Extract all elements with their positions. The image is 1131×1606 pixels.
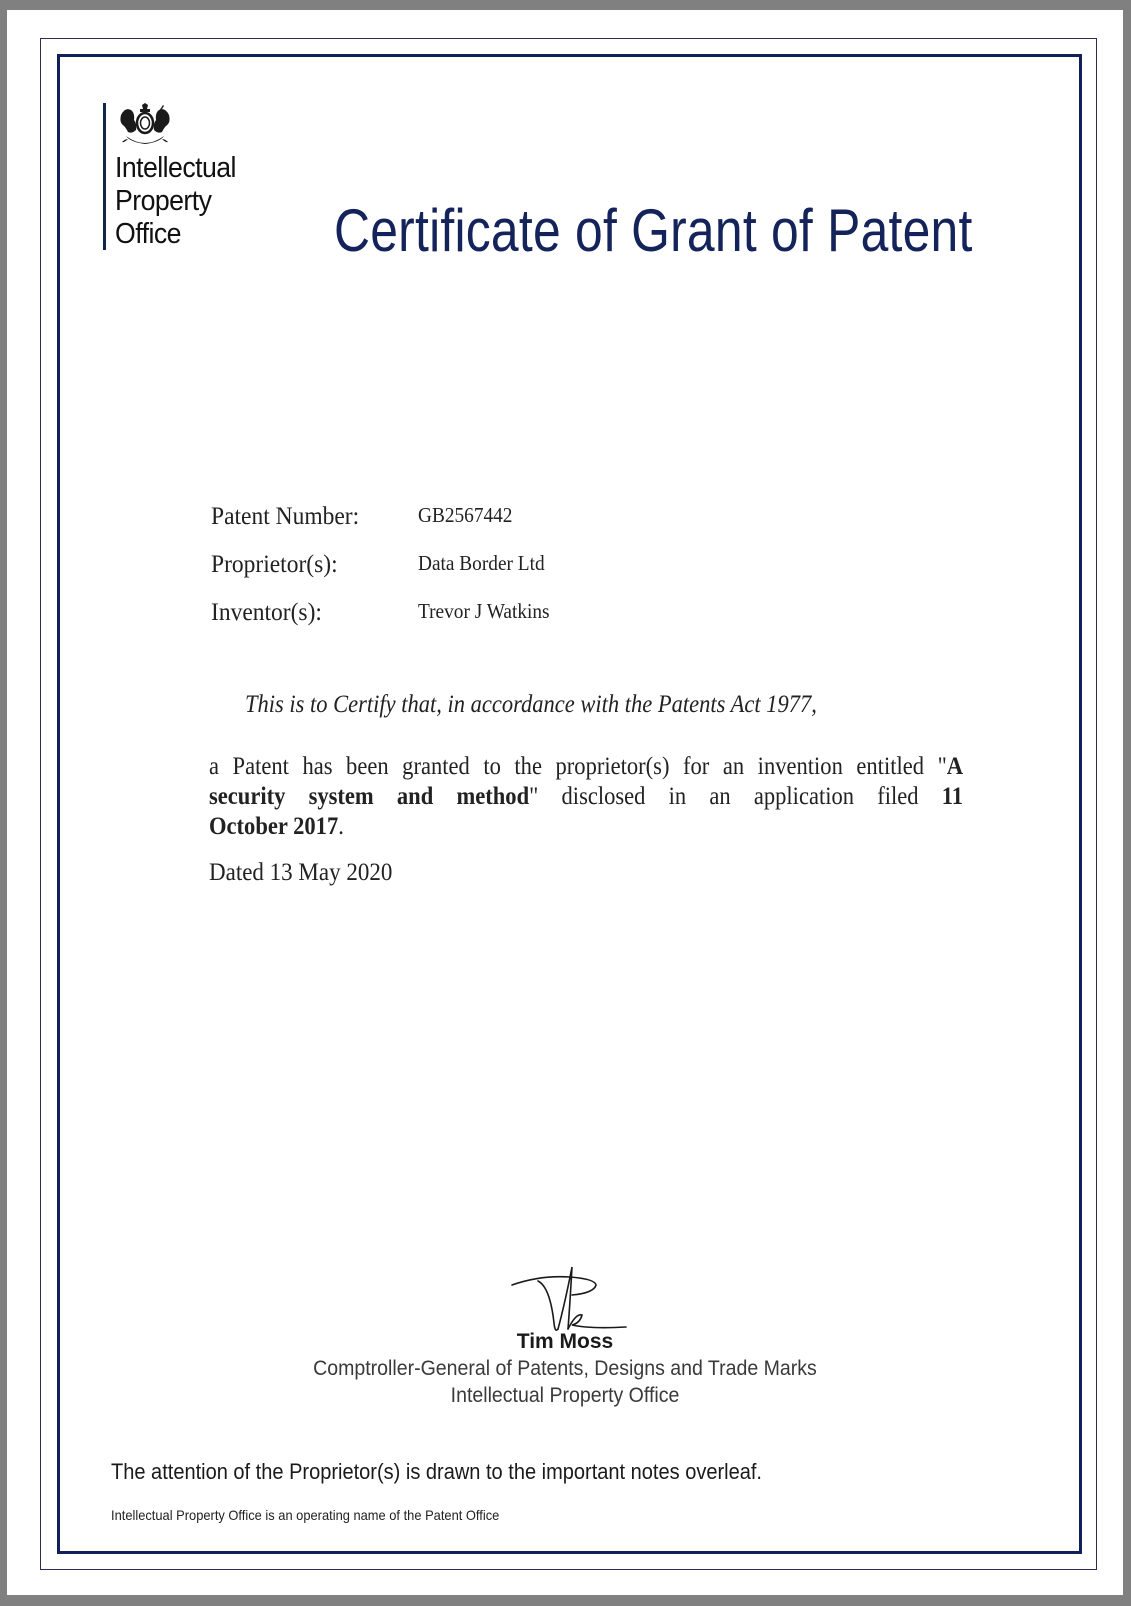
signatory-name: Tim Moss — [516, 1330, 614, 1353]
logo-line: Intellectual — [115, 152, 236, 184]
grant-paragraph — [209, 752, 963, 842]
inventor-value: Trevor J Watkins — [418, 599, 550, 623]
logo-line: Property — [115, 185, 212, 217]
invention-title-start: A — [946, 753, 964, 780]
overleaf-notice: The attention of the Proprietor(s) is drawn to the important notes overleaf. — [111, 1459, 762, 1484]
filing-date-day: 11 — [941, 783, 964, 810]
grant-date: Dated 13 May 2020 — [209, 859, 393, 886]
patent-number-value: GB2567442 — [418, 503, 513, 527]
footnote: Intellectual Property Office is an operating name of the Patent Office — [111, 1507, 500, 1523]
certificate-page — [7, 10, 1123, 1595]
patent-number-label: Patent Number: — [211, 503, 360, 530]
proprietor-label: Proprietor(s): — [211, 551, 338, 578]
grant-text: . — [338, 813, 344, 840]
grant-text: a Patent has been granted to the proprietor(s) for an invention entitled " — [209, 753, 947, 780]
invention-title: security system and method — [209, 783, 530, 810]
certify-statement: This is to Certify that, in accordance with the Patents Act 1977, — [245, 691, 817, 718]
grant-text: " disclosed in an application filed — [529, 783, 942, 810]
filing-date-month-year: October 2017 — [209, 813, 339, 840]
inventor-label: Inventor(s): — [211, 599, 322, 626]
signatory-organization: Intellectual Property Office — [450, 1384, 680, 1407]
logo-divider-bar — [103, 103, 106, 250]
logo-line: Office — [115, 218, 181, 250]
organization-logo-text — [115, 152, 246, 251]
page-title: Certificate of Grant of Patent — [334, 197, 973, 264]
proprietor-value: Data Border Ltd — [418, 551, 545, 575]
royal-coat-of-arms-icon — [118, 103, 172, 147]
signatory-title: Comptroller-General of Patents, Designs and Trade Marks — [313, 1357, 817, 1380]
